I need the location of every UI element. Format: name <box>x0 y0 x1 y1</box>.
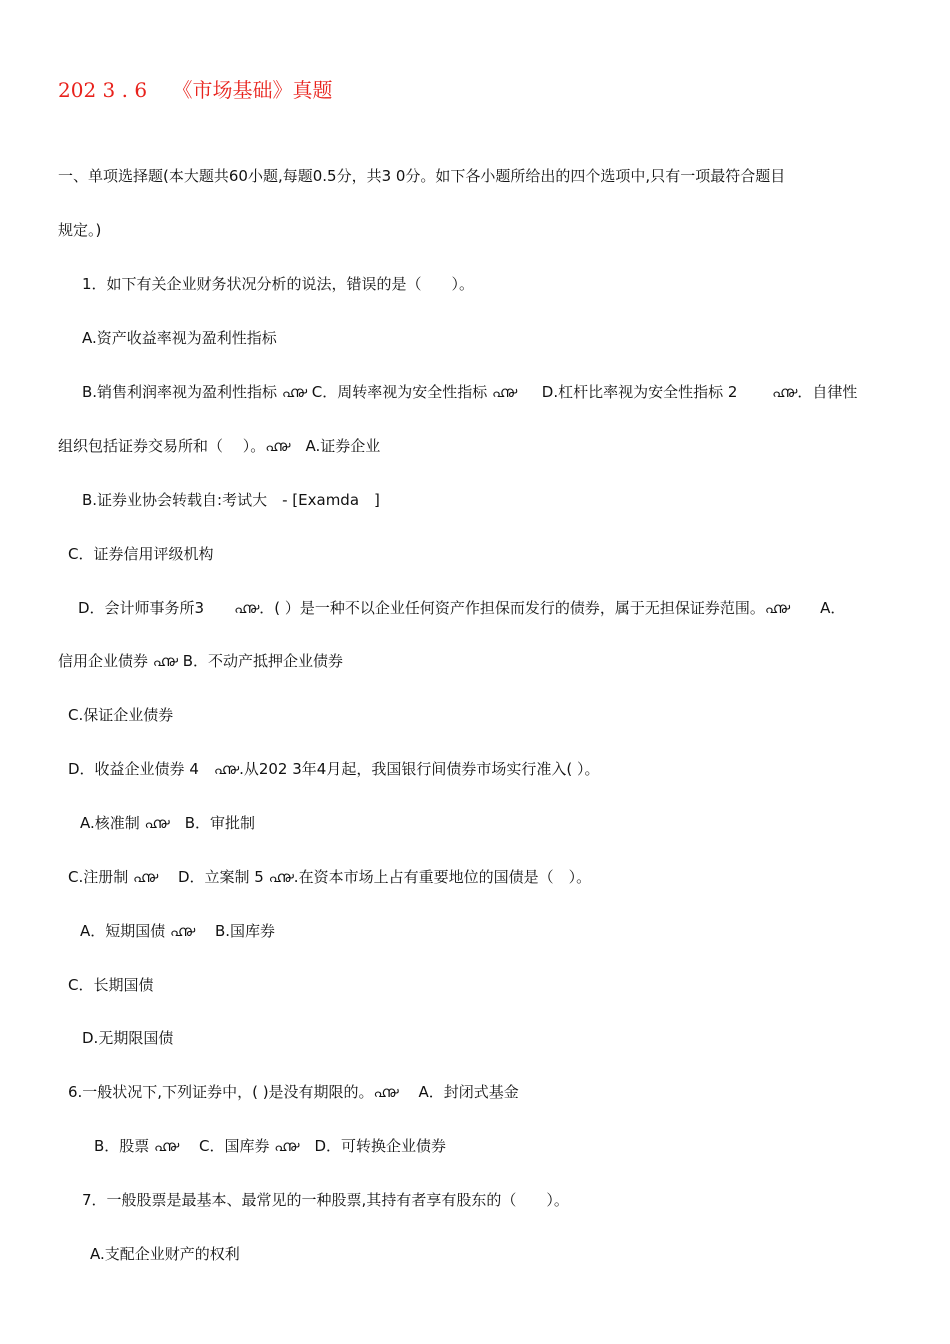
text-line: D．会计师事务所3 ൷．( ）是一种不以企业任何资产作担保而发行的债券，属于无担保证券范围。൷ A． <box>78 599 846 617</box>
text-line: A.资产收益率视为盈利性指标 <box>82 329 277 347</box>
text-line: A.核准制 ൷ B．审批制 <box>80 814 256 832</box>
page-title: 202 3 . 6 《市场基础》真题 <box>58 78 333 102</box>
text-line: 组织包括证券交易所和（ ）。൷ A.证券企业 <box>58 437 381 455</box>
text-line: D.无期限国债 <box>82 1029 174 1047</box>
text-line: 6.一般状况下,下列证券中，( )是没有期限的。൷ A．封闭式基金 <box>68 1083 519 1101</box>
text-line: A．短期国债 ൷ B.国库券 <box>80 922 276 940</box>
text-line: B．股票 ൷ C．国库券 ൷ D．可转换企业债券 <box>94 1137 447 1155</box>
text-line: A.支配企业财产的权利 <box>90 1245 240 1263</box>
text-line: C．证券信用评级机构 <box>68 545 214 563</box>
text-line: C．长期国债 <box>68 976 154 994</box>
text-line: 7．一般股票是最基本、最常见的一种股票,其持有者享有股东的（ ）。 <box>82 1191 569 1209</box>
text-line: 规定。) <box>58 221 102 239</box>
text-line: D．收益企业债券 4 ൷.从202 3年4月起，我国银行间债券市场实行准入( ）。 <box>68 760 600 778</box>
text-line: 1．如下有关企业财务状况分析的说法，错误的是（ ）。 <box>82 275 475 293</box>
text-line: B.证券业协会转载自:考试大 - [Examda ] <box>82 491 380 509</box>
text-line: C.注册制 ൷ D．立案制 5 ൷.在资本市场上占有重要地位的国债是（ ）。 <box>68 868 592 886</box>
text-line: 一、单项选择题(本大题共60小题,每题0.5分，共3 0分。如下各小题所给出的四个选项中,只有一项最符合题目 <box>58 167 786 185</box>
text-line: 信用企业债券 ൷ B．不动产抵押企业债券 <box>58 652 344 670</box>
text-line: B.销售利润率视为盈利性指标 ൷ C．周转率视为安全性指标 ൷ D.杠杆比率视为安全性指标 2 ൷．自律性 <box>82 383 858 401</box>
text-line: C.保证企业债券 <box>68 706 174 724</box>
